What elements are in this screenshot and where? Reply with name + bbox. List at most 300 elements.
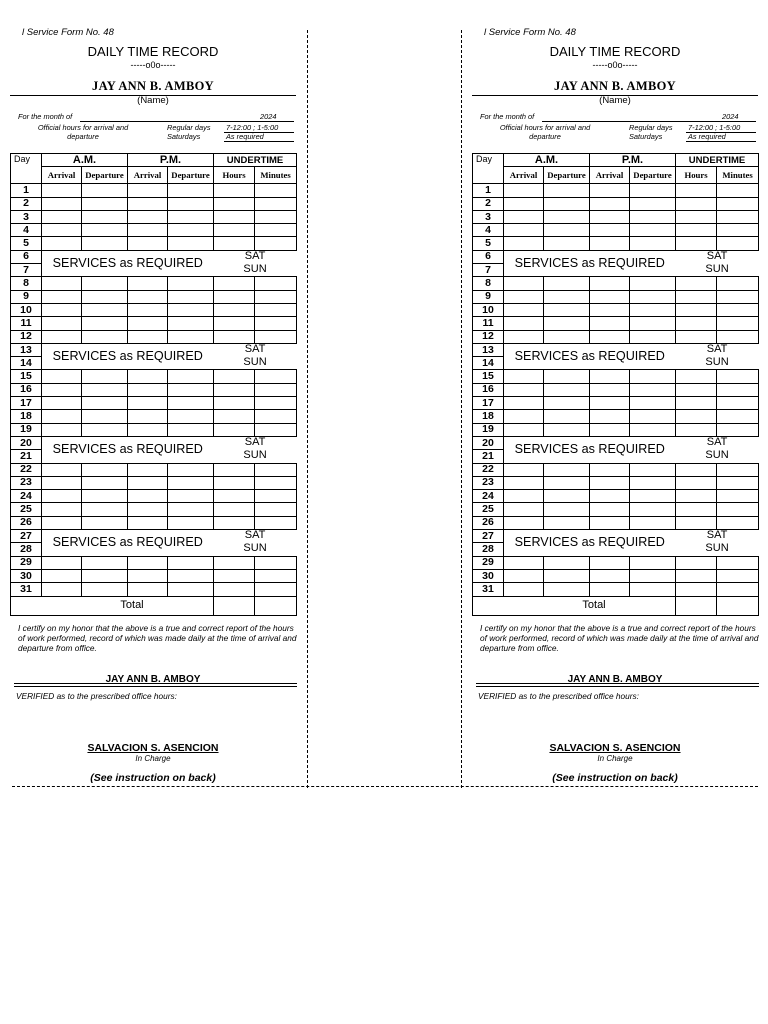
day-row <box>11 290 297 303</box>
name-caption: (Name) <box>137 95 169 106</box>
day-number: 12 <box>11 330 42 343</box>
undertime-hours-cell <box>676 370 717 383</box>
undertime-hours-cell <box>214 237 255 250</box>
undertime-hours-cell <box>676 503 717 516</box>
am-departure-cell <box>82 490 128 503</box>
cut-line-left <box>307 30 308 788</box>
pm-departure-cell <box>630 224 676 237</box>
employee-signature: JAY ANN B. AMBOY <box>567 674 663 685</box>
day-number: 24 <box>11 490 42 503</box>
undertime-minutes-cell <box>255 397 297 410</box>
pm-arrival-cell <box>590 237 630 250</box>
am-departure-cell <box>82 210 128 223</box>
undertime-minutes-cell <box>255 237 297 250</box>
pm-arrival-cell <box>590 503 630 516</box>
am-arrival-cell <box>42 423 82 436</box>
am-arrival-cell <box>504 463 544 476</box>
pm-arrival-cell <box>590 317 630 330</box>
pm-arrival-cell <box>128 569 168 582</box>
pm-arrival-cell <box>128 583 168 596</box>
day-row <box>11 303 297 316</box>
pm-arrival-cell <box>590 490 630 503</box>
am-departure-cell <box>544 370 590 383</box>
pm-departure-cell <box>630 277 676 290</box>
pm-arrival-cell <box>128 317 168 330</box>
undertime-hours-cell <box>214 503 255 516</box>
day-row <box>473 250 759 263</box>
undertime-minutes-cell <box>255 476 297 489</box>
signature-line <box>14 683 297 687</box>
am-arrival-cell <box>42 569 82 582</box>
pm-arrival-cell <box>128 277 168 290</box>
am-arrival-cell <box>504 303 544 316</box>
undertime-hours-cell <box>676 383 717 396</box>
pm-departure-cell <box>168 556 214 569</box>
official-hours-label <box>28 123 138 141</box>
pm-departure-cell <box>168 516 214 529</box>
am-arrival-cell <box>42 317 82 330</box>
day-number: 7 <box>473 264 504 277</box>
pm-departure-cell <box>168 463 214 476</box>
undertime-hours-cell <box>214 556 255 569</box>
day-number: 29 <box>11 556 42 569</box>
day-number: 30 <box>11 569 42 582</box>
pm-arrival-cell <box>128 370 168 383</box>
pm-arrival-cell <box>128 463 168 476</box>
pm-departure-cell <box>630 516 676 529</box>
day-row <box>473 503 759 516</box>
pm-arrival-cell <box>590 224 630 237</box>
services-as-required: SERVICES as REQUIRED <box>504 250 676 277</box>
undertime-hours-cell <box>676 224 717 237</box>
day-number: 2 <box>11 197 42 210</box>
day-number: 20 <box>11 436 42 449</box>
day-row <box>473 210 759 223</box>
am-arrival-cell <box>504 423 544 436</box>
day-number: 18 <box>473 410 504 423</box>
pm-departure-cell <box>630 490 676 503</box>
am-arrival-cell <box>42 383 82 396</box>
day-number: 8 <box>11 277 42 290</box>
day-number: 5 <box>11 237 42 250</box>
am-arrival-cell <box>504 184 544 197</box>
undertime-hours-cell <box>676 197 717 210</box>
pm-departure-cell <box>630 383 676 396</box>
am-departure-cell <box>82 237 128 250</box>
day-number: 25 <box>473 503 504 516</box>
am-arrival-cell <box>42 290 82 303</box>
time-record-table <box>10 153 297 616</box>
pm-arrival-cell <box>590 197 630 210</box>
am-departure-cell <box>82 224 128 237</box>
sat-label: SAT <box>244 435 266 448</box>
am-arrival-cell <box>504 490 544 503</box>
undertime-hours-cell <box>676 317 717 330</box>
pm-arrival-cell <box>590 556 630 569</box>
am-departure-cell <box>544 303 590 316</box>
am-arrival-cell <box>504 237 544 250</box>
day-number: 6 <box>11 250 42 263</box>
day-number: 19 <box>473 423 504 436</box>
pm-departure-cell <box>630 410 676 423</box>
am-departure-cell <box>82 290 128 303</box>
header-row-main <box>11 154 297 167</box>
day-row <box>473 383 759 396</box>
month-underline <box>80 121 294 122</box>
undertime-minutes-cell <box>717 490 759 503</box>
am-arrival-cell <box>42 490 82 503</box>
day-number: 16 <box>11 383 42 396</box>
day-number: 14 <box>11 357 42 370</box>
undertime-minutes-cell <box>255 277 297 290</box>
undertime-minutes-cell <box>255 583 297 596</box>
day-row <box>473 224 759 237</box>
day-number: 9 <box>11 290 42 303</box>
pm-departure-cell <box>168 503 214 516</box>
pm-arrival-cell <box>128 397 168 410</box>
time-record-table <box>472 153 759 616</box>
am-arrival-cell <box>42 224 82 237</box>
day-row <box>11 423 297 436</box>
am-departure-cell <box>544 290 590 303</box>
day-row <box>11 476 297 489</box>
undertime-hours-cell <box>676 490 717 503</box>
am-header: A.M. <box>42 154 128 167</box>
sat-label: SAT <box>244 249 266 262</box>
total-row <box>473 596 759 615</box>
am-departure-cell <box>82 516 128 529</box>
undertime-minutes-cell <box>255 490 297 503</box>
certification-text: I certify on my honor that the above is a true and correct report of the hours of work performed, record of which was made daily at the time of arrival and departure from office. <box>480 623 759 653</box>
day-number: 19 <box>11 423 42 436</box>
saturdays-label: Saturdays <box>629 132 663 141</box>
day-number: 25 <box>11 503 42 516</box>
day-number: 7 <box>11 264 42 277</box>
saturdays-label: Saturdays <box>167 132 201 141</box>
am-arrival-cell <box>504 503 544 516</box>
pm-arrival-cell <box>590 476 630 489</box>
day-row <box>11 197 297 210</box>
saturdays-underline <box>686 141 756 142</box>
undertime-minutes-cell <box>255 197 297 210</box>
am-arrival-cell <box>42 277 82 290</box>
day-number: 23 <box>11 476 42 489</box>
title-ornament: -----o0o----- <box>130 60 176 70</box>
day-row <box>11 503 297 516</box>
am-departure-cell <box>82 383 128 396</box>
day-row <box>11 569 297 582</box>
undertime-hours-cell <box>676 569 717 582</box>
pm-arrival-cell <box>128 423 168 436</box>
pm-departure-cell <box>168 330 214 343</box>
undertime-minutes-cell <box>255 224 297 237</box>
am-departure-cell <box>82 410 128 423</box>
pm-arrival-cell <box>128 383 168 396</box>
undertime-minutes-cell <box>717 317 759 330</box>
undertime-hours-cell <box>214 317 255 330</box>
pm-departure-cell <box>168 370 214 383</box>
day-number: 31 <box>11 583 42 596</box>
day-row <box>11 224 297 237</box>
undertime-minutes-cell <box>717 516 759 529</box>
undertime-minutes-cell <box>255 516 297 529</box>
am-departure-cell <box>544 503 590 516</box>
am-departure-cell <box>82 330 128 343</box>
saturdays-underline <box>224 141 294 142</box>
am-departure-cell <box>544 410 590 423</box>
am-arrival-header: Arrival <box>42 167 82 184</box>
pm-header: P.M. <box>128 154 214 167</box>
undertime-hours-cell <box>676 237 717 250</box>
pm-departure-cell <box>168 423 214 436</box>
undertime-hours-cell <box>214 397 255 410</box>
am-departure-cell <box>82 277 128 290</box>
day-row <box>473 397 759 410</box>
services-as-required: SERVICES as REQUIRED <box>42 250 214 277</box>
day-row <box>473 184 759 197</box>
am-arrival-cell <box>504 197 544 210</box>
month-underline <box>542 121 756 122</box>
sat-label: SAT <box>706 435 728 448</box>
undertime-minutes-cell <box>717 583 759 596</box>
day-row <box>11 530 297 543</box>
for-month-label: For the month of <box>18 112 73 121</box>
undertime-hours-cell <box>214 490 255 503</box>
undertime-hours-cell <box>676 476 717 489</box>
pm-departure-cell <box>630 423 676 436</box>
regular-days-label: Regular days <box>167 123 211 132</box>
pm-departure-cell <box>168 410 214 423</box>
am-departure-cell <box>544 569 590 582</box>
undertime-hours-cell <box>676 210 717 223</box>
day-row <box>11 383 297 396</box>
day-row <box>11 490 297 503</box>
day-number: 22 <box>11 463 42 476</box>
day-number: 26 <box>11 516 42 529</box>
pm-arrival-cell <box>128 210 168 223</box>
undertime-minutes-cell <box>255 423 297 436</box>
am-arrival-cell <box>42 210 82 223</box>
am-arrival-cell <box>42 197 82 210</box>
day-row <box>11 463 297 476</box>
undertime-hours-cell <box>676 277 717 290</box>
day-number: 31 <box>473 583 504 596</box>
am-departure-cell <box>82 583 128 596</box>
total-label: Total <box>11 596 214 615</box>
day-number: 21 <box>473 450 504 463</box>
day-row <box>473 423 759 436</box>
day-row <box>11 237 297 250</box>
day-row <box>11 317 297 330</box>
pm-departure-cell <box>630 184 676 197</box>
am-arrival-cell <box>42 237 82 250</box>
am-arrival-cell <box>504 397 544 410</box>
am-arrival-cell <box>42 583 82 596</box>
official-hours-line2: departure <box>67 132 99 141</box>
year-value: 2024 <box>722 112 739 121</box>
am-departure-cell <box>82 569 128 582</box>
undertime-minutes-cell <box>717 237 759 250</box>
day-row <box>11 250 297 263</box>
undertime-header: UNDERTIME <box>676 154 759 167</box>
pm-departure-cell <box>630 197 676 210</box>
total-hours-cell <box>676 596 717 615</box>
certification-text: I certify on my honor that the above is a true and correct report of the hours of work performed, record of which was made daily at the time of arrival and departure from office. <box>18 623 297 653</box>
in-charge-name: SALVACION S. ASENCION <box>549 742 681 754</box>
day-row <box>473 277 759 290</box>
day-row <box>11 210 297 223</box>
undertime-minutes-cell <box>255 410 297 423</box>
am-arrival-cell <box>504 583 544 596</box>
sat-label: SAT <box>706 342 728 355</box>
sun-label: SUN <box>676 264 759 277</box>
saturdays-value: As required <box>688 132 726 141</box>
am-departure-cell <box>82 197 128 210</box>
day-number: 11 <box>11 317 42 330</box>
am-departure-cell <box>544 237 590 250</box>
pm-arrival-cell <box>590 210 630 223</box>
pm-arrival-cell <box>590 290 630 303</box>
pm-departure-cell <box>168 184 214 197</box>
undertime-minutes-cell <box>717 330 759 343</box>
regular-days-label: Regular days <box>629 123 673 132</box>
am-arrival-cell <box>504 556 544 569</box>
day-row <box>11 343 297 356</box>
day-row <box>473 476 759 489</box>
am-arrival-cell <box>504 210 544 223</box>
undertime-minutes-cell <box>255 317 297 330</box>
pm-departure-cell <box>630 317 676 330</box>
day-header: Day <box>11 154 42 184</box>
pm-arrival-cell <box>128 184 168 197</box>
day-number: 18 <box>11 410 42 423</box>
day-row <box>473 303 759 316</box>
sat-label: SAT <box>244 342 266 355</box>
undertime-minutes-cell <box>255 556 297 569</box>
pm-arrival-cell <box>128 410 168 423</box>
am-arrival-cell <box>504 317 544 330</box>
undertime-minutes-cell <box>717 277 759 290</box>
sun-label: SUN <box>214 450 297 463</box>
day-row <box>473 197 759 210</box>
day-number: 3 <box>11 210 42 223</box>
day-number: 27 <box>11 530 42 543</box>
pm-arrival-header: Arrival <box>590 167 630 184</box>
pm-departure-cell <box>168 397 214 410</box>
form-title: DAILY TIME RECORD <box>87 44 219 59</box>
undertime-minutes-cell <box>717 224 759 237</box>
day-row <box>11 410 297 423</box>
undertime-minutes-cell <box>717 210 759 223</box>
pm-arrival-cell <box>590 370 630 383</box>
undertime-hours-cell <box>214 224 255 237</box>
day-row <box>11 583 297 596</box>
undertime-hours-cell <box>214 330 255 343</box>
day-number: 9 <box>473 290 504 303</box>
day-row <box>473 490 759 503</box>
pm-arrival-cell <box>128 503 168 516</box>
day-number: 2 <box>473 197 504 210</box>
total-hours-cell <box>214 596 255 615</box>
day-number: 1 <box>473 184 504 197</box>
am-departure-cell <box>544 184 590 197</box>
signature-line <box>476 683 759 687</box>
undertime-minutes-cell <box>255 383 297 396</box>
day-number: 30 <box>473 569 504 582</box>
am-arrival-cell <box>42 184 82 197</box>
name-caption: (Name) <box>599 95 631 106</box>
undertime-minutes-cell <box>255 210 297 223</box>
pm-departure-cell <box>630 503 676 516</box>
undertime-minutes-cell <box>717 370 759 383</box>
services-as-required: SERVICES as REQUIRED <box>42 530 214 557</box>
employee-name: JAY ANN B. AMBOY <box>92 79 214 93</box>
am-header: A.M. <box>504 154 590 167</box>
header-row-sub <box>473 167 759 184</box>
official-hours-line2: departure <box>529 132 561 141</box>
day-number: 11 <box>473 317 504 330</box>
am-departure-cell <box>82 476 128 489</box>
undertime-hours-cell <box>214 290 255 303</box>
am-arrival-cell <box>42 303 82 316</box>
undertime-hours-cell <box>214 210 255 223</box>
see-instruction-note: (See instruction on back) <box>552 772 678 784</box>
am-arrival-cell <box>504 290 544 303</box>
pm-arrival-cell <box>590 330 630 343</box>
pm-arrival-cell <box>128 330 168 343</box>
day-row <box>11 556 297 569</box>
am-departure-cell <box>544 197 590 210</box>
day-number: 21 <box>11 450 42 463</box>
pm-departure-cell <box>630 303 676 316</box>
undertime-minutes-cell <box>717 410 759 423</box>
pm-arrival-cell <box>590 423 630 436</box>
am-departure-cell <box>544 317 590 330</box>
day-row <box>473 330 759 343</box>
service-form-number: l Service Form No. 48 <box>22 27 114 38</box>
undertime-minutes-cell <box>717 569 759 582</box>
pm-arrival-cell <box>590 569 630 582</box>
day-number: 29 <box>473 556 504 569</box>
sun-label: SUN <box>214 357 297 370</box>
day-number: 15 <box>473 370 504 383</box>
official-hours-line1: Official hours for arrival and <box>499 123 591 132</box>
am-arrival-cell <box>504 370 544 383</box>
pm-arrival-cell <box>590 303 630 316</box>
undertime-hours-cell <box>214 410 255 423</box>
day-row <box>473 569 759 582</box>
undertime-minutes-header: Minutes <box>717 167 759 184</box>
total-minutes-cell <box>255 596 297 615</box>
am-arrival-header: Arrival <box>504 167 544 184</box>
am-departure-cell <box>82 503 128 516</box>
pm-arrival-cell <box>590 383 630 396</box>
undertime-hours-cell <box>214 583 255 596</box>
am-arrival-cell <box>504 277 544 290</box>
pm-arrival-cell <box>128 303 168 316</box>
saturdays-value: As required <box>226 132 264 141</box>
undertime-hours-cell <box>676 410 717 423</box>
employee-name: JAY ANN B. AMBOY <box>554 79 676 93</box>
cut-line-right <box>461 30 462 788</box>
undertime-minutes-cell <box>717 463 759 476</box>
am-departure-cell <box>82 397 128 410</box>
day-row <box>11 397 297 410</box>
undertime-minutes-header: Minutes <box>255 167 297 184</box>
pm-departure-cell <box>168 277 214 290</box>
in-charge-title: In Charge <box>597 754 633 763</box>
undertime-hours-cell <box>676 423 717 436</box>
